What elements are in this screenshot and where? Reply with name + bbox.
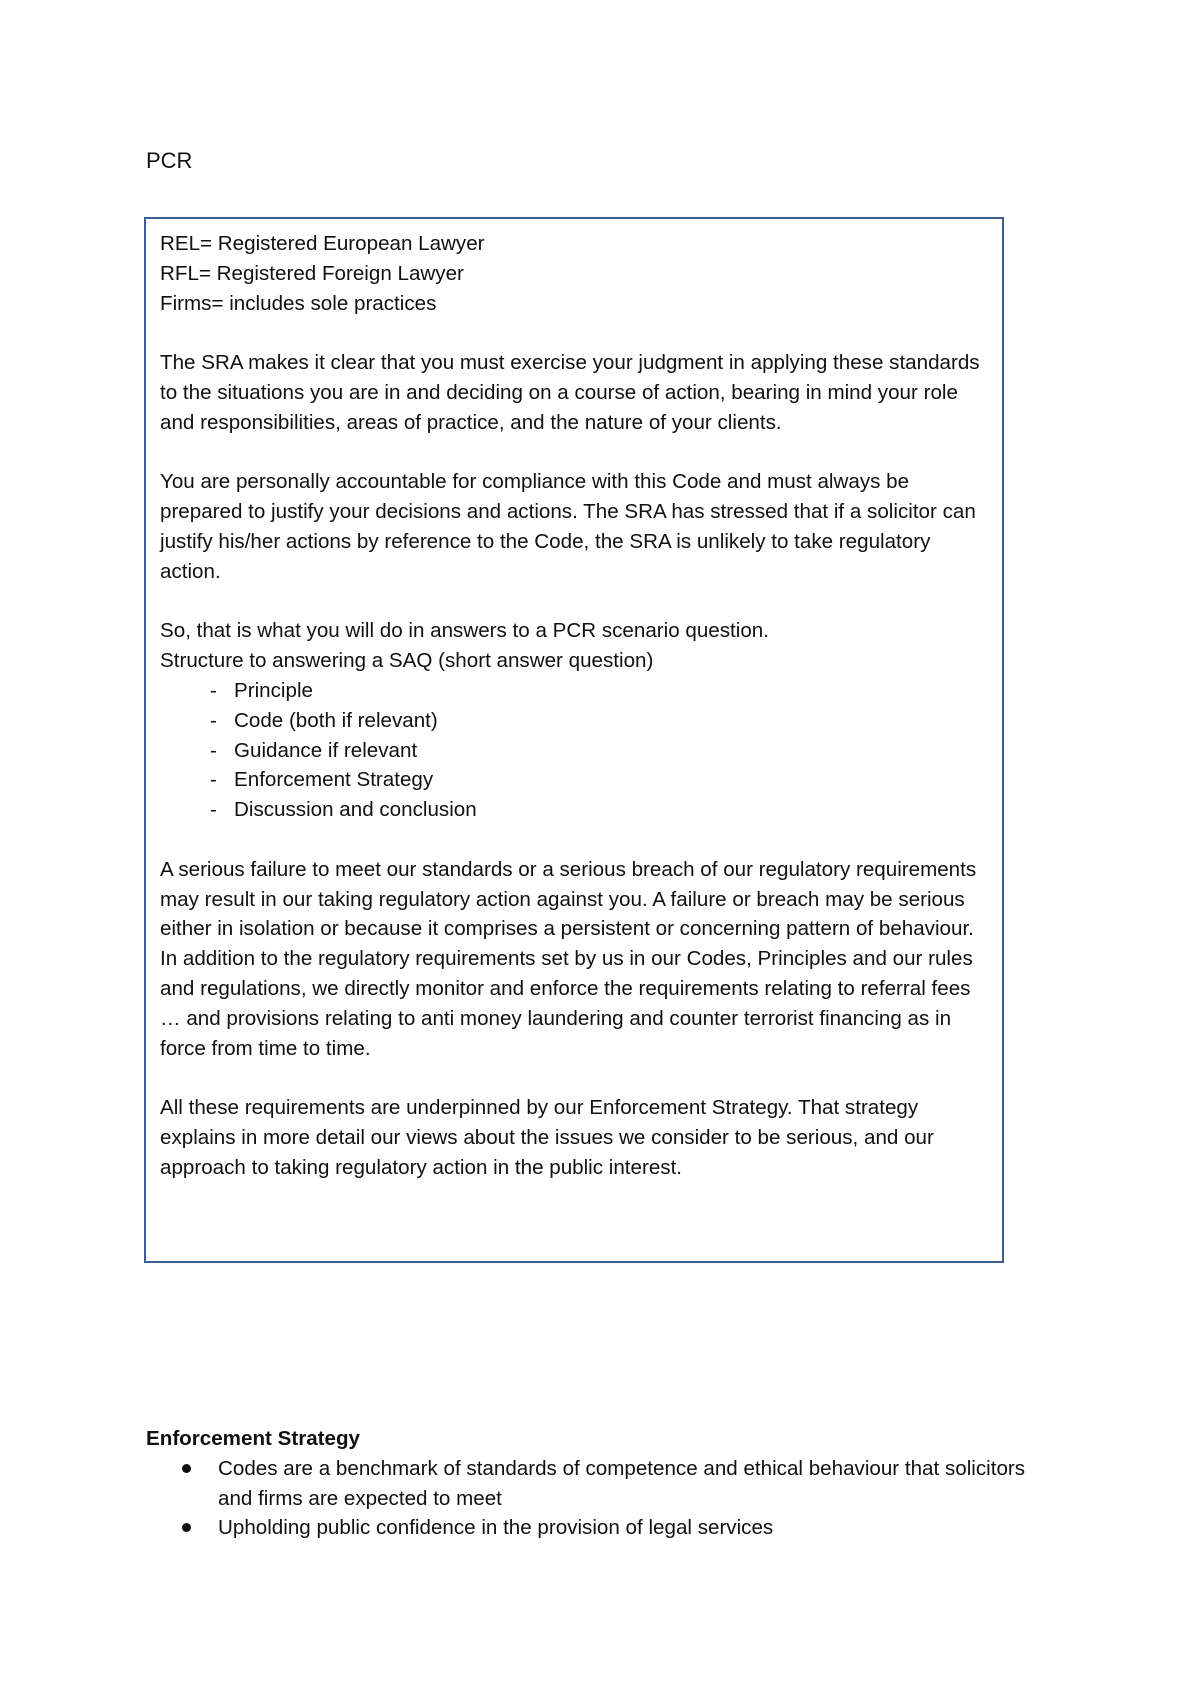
- list-item: [210, 706, 988, 736]
- notes-box: [144, 217, 1004, 1263]
- spacer: [160, 587, 988, 617]
- definition-rfl: RFL= Registered Foreign Lawyer: [160, 261, 464, 285]
- dash-marker: -: [210, 738, 217, 762]
- paragraph-serious: A serious failure to meet our standards or a serious breach of our regulatory requirements may result in our taking regulatory action against you. A failure or breach may be serious either in isolation or because it comprises a persistent or concerning pattern of behaviour. In addition to the regulatory requirements set by us in our Codes, Principles and our rules and regulations, we directly monitor and enforce the requirements relating to referral fees … and provisions relating to anti money laundering and counter terrorist financing as in force from time to time.: [160, 857, 977, 1060]
- spacer: [160, 438, 988, 468]
- dash-marker: -: [210, 798, 217, 822]
- paragraph-judgment: The SRA makes it clear that you must exercise your judgment in applying these standards to the situations you are in and deciding on a course of action, bearing in mind your role and responsibilities, areas of practice, and the nature of your clients.: [160, 351, 980, 434]
- paragraph-accountable: You are personally accountable for compliance with this Code and must always be prepared to justify your decisions and actions. The SRA has stressed that if a solicitor can justify his/her actions by reference to the Code, the SRA is unlikely to take regulatory action.: [160, 470, 976, 583]
- definition-firms: Firms= includes sole practices: [160, 291, 437, 315]
- dash-marker: -: [210, 708, 217, 732]
- list-item: [210, 676, 988, 706]
- paragraph-so: So, that is what you will do in answers to a PCR scenario question.: [160, 619, 769, 643]
- list-item-text: Upholding public confidence in the provision of legal services: [218, 1516, 774, 1540]
- paragraph-underpinned: All these requirements are underpinned by our Enforcement Strategy. That strategy explains in more detail our views about the issues we consider to be serious, and our approach to taking regulatory action in the public interest.: [160, 1096, 934, 1179]
- dash-marker: -: [210, 768, 217, 792]
- list-item: [210, 795, 988, 825]
- list-item-text: Discussion and conclusion: [234, 798, 477, 822]
- list-item: [210, 736, 988, 766]
- list-item-text: Guidance if relevant: [234, 738, 418, 762]
- spacer: [160, 825, 988, 855]
- structure-list: [160, 676, 988, 825]
- definition-rel: REL= Registered European Lawyer: [160, 232, 485, 255]
- spacer: [160, 1063, 988, 1093]
- enforcement-list: [146, 1454, 1026, 1543]
- structure-title: Structure to answering a SAQ (short answer question): [160, 649, 654, 673]
- bullet-icon: [182, 1464, 191, 1473]
- list-item: [182, 1454, 1026, 1514]
- list-item-text: Codes are a benchmark of standards of competence and ethical behaviour that solicitors and firms are expected to meet: [218, 1456, 1026, 1510]
- list-item-text: Enforcement Strategy: [234, 768, 434, 792]
- spacer: [160, 318, 988, 348]
- page-title: PCR: [146, 148, 193, 173]
- list-item-text: Code (both if relevant): [234, 708, 438, 732]
- list-item: [182, 1513, 1026, 1543]
- list-item: [210, 765, 988, 795]
- dash-marker: -: [210, 678, 217, 702]
- bullet-icon: [182, 1523, 191, 1532]
- enforcement-section: [146, 1424, 1026, 1543]
- list-item-text: Principle: [234, 678, 313, 702]
- section-heading: Enforcement Strategy: [146, 1427, 361, 1450]
